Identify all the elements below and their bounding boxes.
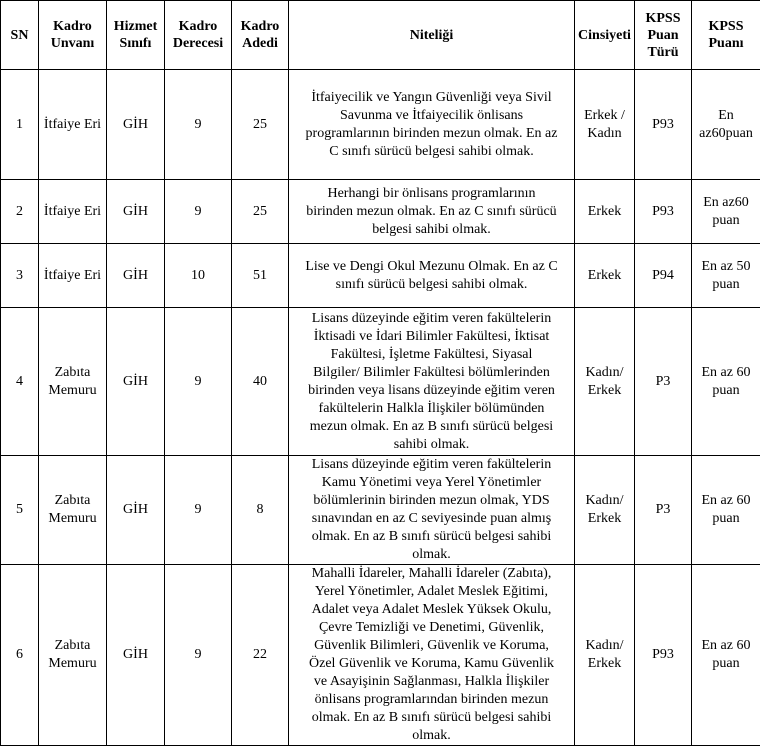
- kpss-puani-line: puan: [712, 382, 740, 398]
- kadro-derecesi-cell: 9: [165, 565, 232, 746]
- row-number-cell: 6: [1, 565, 39, 746]
- cinsiyeti-line: Erkek: [587, 267, 622, 283]
- hizmet-sinifi-cell: GİH: [107, 244, 165, 308]
- niteligi-line: İtfaiyecilik ve Yangın Güvenliği veya Sivil: [311, 89, 552, 105]
- niteligi-cell: [289, 244, 575, 308]
- kpss-puani-cell: [692, 456, 760, 565]
- table-row: [1, 456, 760, 565]
- niteligi-line: birinden veya lisans düzeyinde eğitim veren: [308, 382, 555, 398]
- kadro-derecesi-cell: 9: [165, 180, 232, 244]
- kadro-unvani-line: Memuru: [48, 656, 97, 671]
- hizmet-sinifi-cell: GİH: [107, 180, 165, 244]
- kadro-unvani-cell: [39, 244, 107, 308]
- cinsiyeti-cell: [575, 456, 635, 565]
- cinsiyeti-line: Erkek: [587, 511, 622, 526]
- niteligi-line: Çevre Temizliği ve Denetimi, Güvenlik,: [318, 620, 545, 635]
- header-kadro-unvani: Kadro Unvanı: [39, 1, 107, 70]
- cinsiyeti-line: Erkek: [587, 656, 622, 671]
- cinsiyeti-line: Erkek: [587, 203, 622, 219]
- kadro-unvani-line: İtfaiye Eri: [43, 267, 102, 283]
- header-kpss-puani: KPSS Puanı: [692, 1, 760, 70]
- kpss-puan-turu-cell: P93: [635, 70, 692, 180]
- kpss-puan-turu-cell: P3: [635, 456, 692, 565]
- header-niteligi: Niteliği: [289, 1, 575, 70]
- niteligi-cell: [289, 308, 575, 456]
- kadro-unvani-line: Zabıta: [54, 493, 91, 508]
- niteligi-line: olmak.: [412, 547, 451, 562]
- cinsiyeti-line: Erkek: [587, 382, 622, 398]
- cinsiyeti-line: Erkek /: [584, 107, 625, 123]
- niteligi-line: sınıfı sürücü belgesi sahibi olmak.: [335, 276, 528, 292]
- niteligi-line: ve Asayişinin Sağlanması, Halkla İlişkiler: [313, 674, 550, 689]
- niteligi-line: Savunma ve İtfaiyecilik önlisans: [339, 107, 524, 123]
- niteligi-line: İktisadi ve İdari Bilimler Fakültesi, İktisat: [313, 328, 550, 344]
- kadro-unvani-cell: [39, 180, 107, 244]
- niteligi-line: Fakültesi, İşletme Fakültesi, Siyasal: [330, 346, 533, 362]
- kpss-puan-turu-cell: P93: [635, 565, 692, 746]
- niteligi-line: sınavından en az C seviyesinde puan almış: [311, 511, 552, 526]
- kpss-puani-line: En az 60: [701, 493, 751, 508]
- cinsiyeti-line: Kadın/: [585, 638, 624, 653]
- hizmet-sinifi-cell: GİH: [107, 308, 165, 456]
- table-row: [1, 565, 760, 746]
- niteligi-cell: [289, 565, 575, 746]
- niteligi-line: Lisans düzeyinde eğitim veren fakültelerin: [311, 310, 552, 326]
- kadro-unvani-line: Zabıta: [54, 638, 91, 653]
- niteligi-line: Herhangi bir önlisans programlarının: [327, 185, 536, 201]
- kpss-puani-line: puan: [712, 212, 740, 228]
- kpss-puani-cell: [692, 565, 760, 746]
- cinsiyeti-cell: [575, 308, 635, 456]
- kadro-derecesi-cell: 10: [165, 244, 232, 308]
- niteligi-line: Lisans düzeyinde eğitim veren fakültelerin: [311, 457, 552, 472]
- kpss-puani-cell: [692, 308, 760, 456]
- row-number-cell: 1: [1, 70, 39, 180]
- kpss-puan-turu-cell: P3: [635, 308, 692, 456]
- row-number-cell: 5: [1, 456, 39, 565]
- kadro-unvani-line: Zabıta: [54, 364, 91, 380]
- kpss-puani-line: En az 60: [701, 364, 751, 380]
- header-kadro-adedi: Kadro Adedi: [232, 1, 289, 70]
- niteligi-cell: [289, 456, 575, 565]
- hizmet-sinifi-cell: GİH: [107, 70, 165, 180]
- table-row: [1, 308, 760, 456]
- kpss-puani-line: az60puan: [699, 125, 753, 141]
- header-sn: SN: [1, 1, 39, 70]
- kadro-derecesi-cell: 9: [165, 456, 232, 565]
- kadro-unvani-cell: [39, 308, 107, 456]
- header-kadro-derecesi: Kadro Derecesi: [165, 1, 232, 70]
- kpss-puani-line: En az 60: [701, 638, 751, 653]
- cinsiyeti-line: Kadın/: [585, 364, 624, 380]
- kadro-adedi-cell: 8: [232, 456, 289, 565]
- niteligi-line: belgesi sahibi olmak.: [372, 221, 491, 237]
- niteligi-line: Güvenlik Bilimleri, Güvenlik ve Koruma,: [314, 638, 549, 653]
- kadro-derecesi-cell: 9: [165, 70, 232, 180]
- kpss-puani-cell: [692, 70, 760, 180]
- niteligi-line: olmak. En az B sınıfı sürücü belgesi sahibi: [311, 529, 552, 544]
- kpss-puani-line: puan: [712, 511, 740, 526]
- cinsiyeti-cell: [575, 180, 635, 244]
- kadro-unvani-line: İtfaiye Eri: [43, 116, 102, 132]
- header-hizmet-sinifi: Hizmet Sınıfı: [107, 1, 165, 70]
- niteligi-line: fakültelerin Halkla İlişkiler bölümünden: [318, 400, 545, 416]
- niteligi-line: olmak.: [412, 728, 451, 743]
- kpss-puani-line: puan: [712, 276, 740, 292]
- niteligi-line: Bilgiler/ Bilimler Fakültesi bölümlerinden: [313, 364, 550, 380]
- cinsiyeti-cell: [575, 565, 635, 746]
- niteligi-line: Adalet veya Adalet Meslek Yüksek Okulu,: [311, 602, 552, 617]
- niteligi-line: önlisans programlarından birinden mezun: [314, 692, 549, 707]
- kadro-unvani-line: Memuru: [48, 511, 97, 526]
- cinsiyeti-cell: [575, 244, 635, 308]
- niteligi-line: Kamu Yönetimi veya Yerel Yönetimler: [321, 475, 542, 490]
- row-number-cell: 2: [1, 180, 39, 244]
- kadro-adedi-cell: 22: [232, 565, 289, 746]
- kpss-puan-turu-cell: P94: [635, 244, 692, 308]
- kadro-derecesi-cell: 9: [165, 308, 232, 456]
- niteligi-line: mezun olmak. En az B sınıfı sürücü belgesi: [309, 418, 554, 434]
- hizmet-sinifi-cell: GİH: [107, 456, 165, 565]
- niteligi-line: programlarının birinden mezun olmak. En az: [305, 125, 558, 141]
- niteligi-cell: [289, 70, 575, 180]
- niteligi-line: Özel Güvenlik ve Koruma, Kamu Güvenlik: [309, 656, 554, 671]
- kadro-adedi-cell: 25: [232, 180, 289, 244]
- niteligi-line: birinden mezun olmak. En az C sınıfı sürücü: [306, 203, 557, 219]
- niteligi-line: Mahalli İdareler, Mahalli İdareler (Zabıta),: [311, 566, 552, 581]
- table-row: [1, 70, 760, 180]
- kadro-unvani-cell: [39, 456, 107, 565]
- header-cinsiyeti: Cinsiyeti: [575, 1, 635, 70]
- kpss-puani-line: En az 50: [701, 258, 751, 274]
- kpss-puani-line: En: [718, 107, 734, 123]
- cinsiyeti-line: Kadın: [587, 125, 622, 141]
- kpss-puani-cell: [692, 244, 760, 308]
- row-number-cell: 4: [1, 308, 39, 456]
- hizmet-sinifi-cell: GİH: [107, 565, 165, 746]
- cinsiyeti-cell: [575, 70, 635, 180]
- kadro-unvani-line: Memuru: [48, 382, 97, 398]
- niteligi-line: bölümlerinin birinden mezun olmak, YDS: [313, 493, 550, 508]
- kadro-unvani-line: İtfaiye Eri: [43, 203, 102, 219]
- kadro-unvani-cell: [39, 70, 107, 180]
- niteligi-cell: [289, 180, 575, 244]
- cinsiyeti-line: Kadın/: [585, 493, 624, 508]
- table-row: [1, 180, 760, 244]
- header-kpss-puan-turu: KPSS Puan Türü: [635, 1, 692, 70]
- niteligi-line: Lise ve Dengi Okul Mezunu Olmak. En az C: [305, 258, 558, 274]
- kadro-adedi-cell: 40: [232, 308, 289, 456]
- kpss-puani-line: puan: [712, 656, 740, 671]
- niteligi-line: sahibi olmak.: [393, 436, 470, 452]
- niteligi-line: Yerel Yönetimler, Adalet Meslek Eğitimi,: [314, 584, 549, 599]
- kadro-unvani-cell: [39, 565, 107, 746]
- header-row: [1, 1, 760, 70]
- table-row: [1, 244, 760, 308]
- kadro-adedi-cell: 25: [232, 70, 289, 180]
- kpss-puani-line: En az60: [703, 194, 749, 210]
- niteligi-line: olmak. En az B sınıfı sürücü belgesi sahibi: [311, 710, 552, 725]
- kpss-puan-turu-cell: P93: [635, 180, 692, 244]
- row-number-cell: 3: [1, 244, 39, 308]
- kadro-adedi-cell: 51: [232, 244, 289, 308]
- niteligi-line: C sınıfı sürücü belgesi sahibi olmak.: [329, 143, 534, 159]
- kpss-puani-cell: [692, 180, 760, 244]
